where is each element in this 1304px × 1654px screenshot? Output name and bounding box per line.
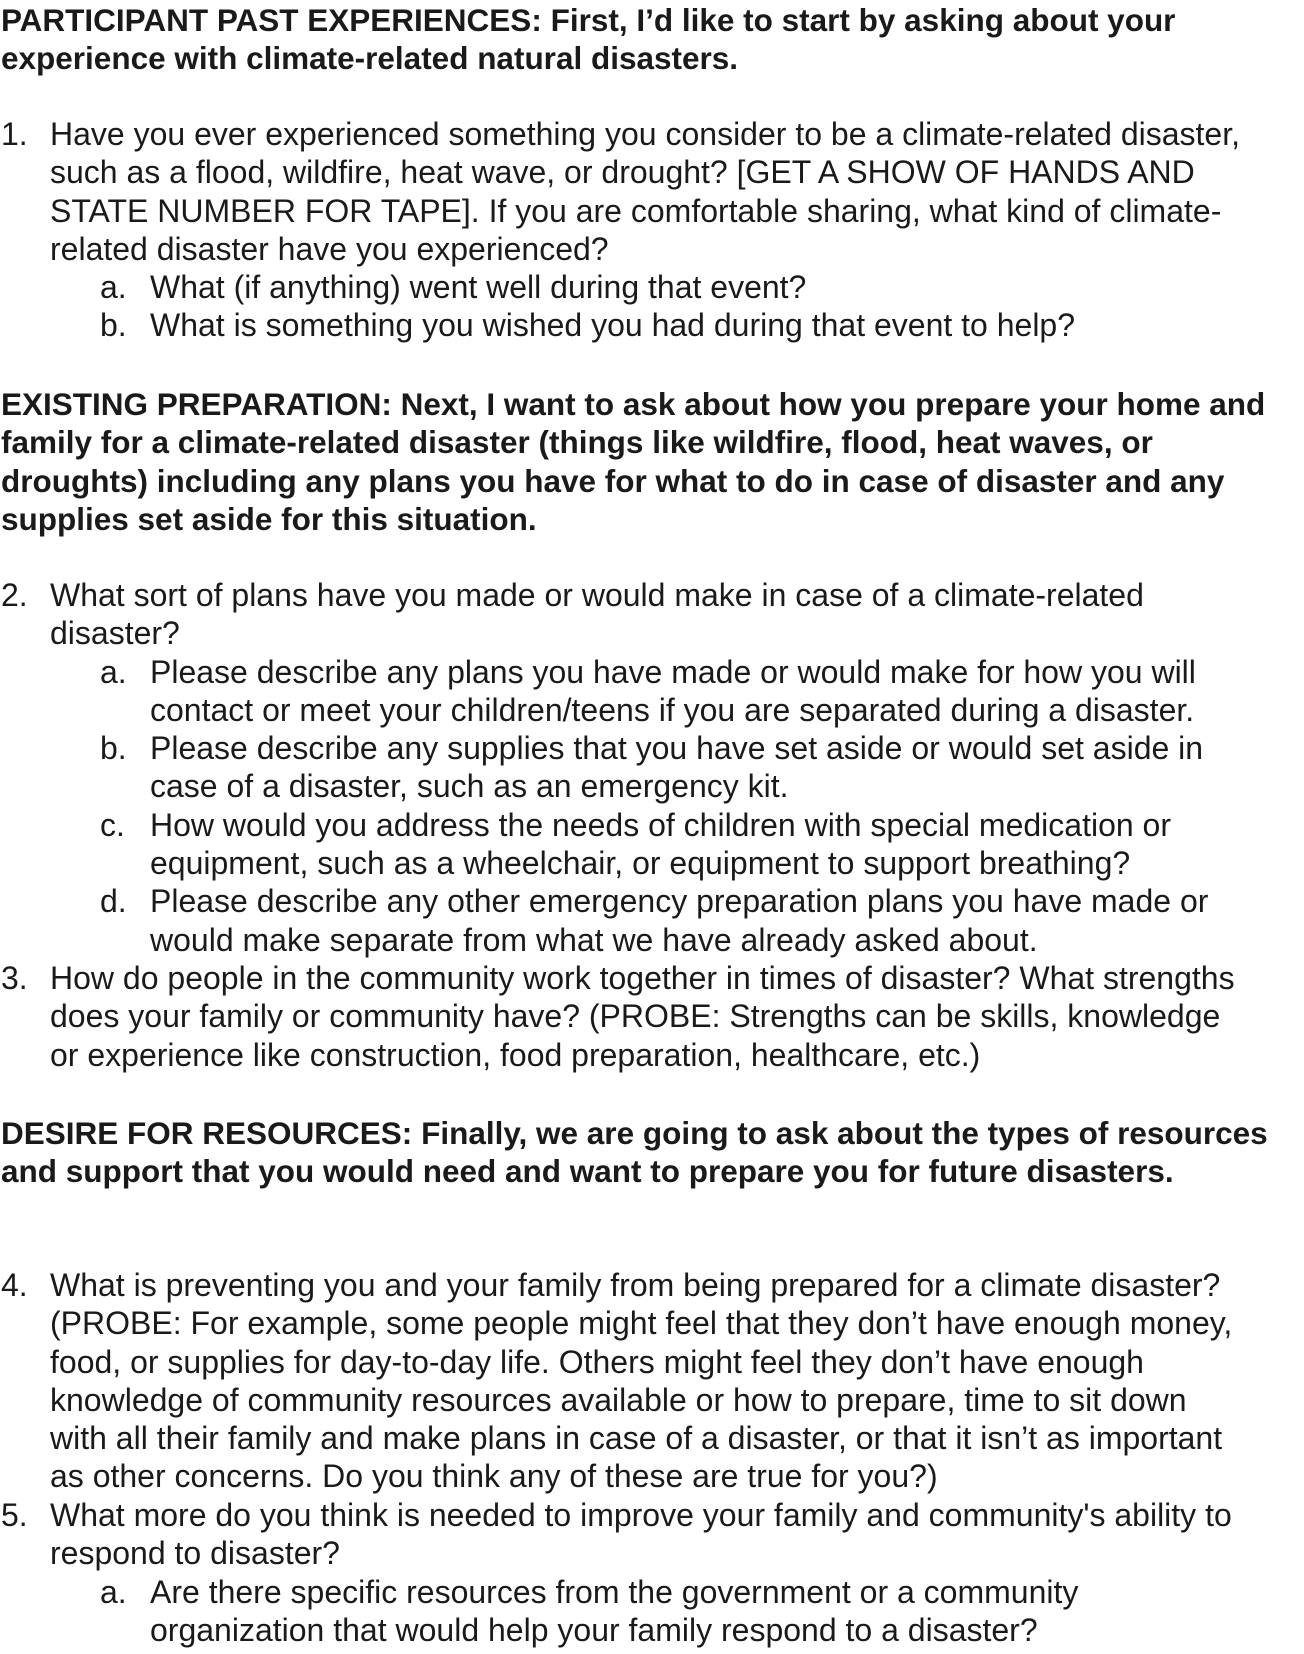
sub-question-text <box>150 653 1260 730</box>
question-number: 5. <box>1 1497 28 1533</box>
text-line: (PROBE: For example, some people might feel that they don’t have enough money, <box>50 1305 1233 1342</box>
sub-question-text <box>150 1573 1260 1650</box>
section-heading-desire-for-resources <box>1 1114 1301 1191</box>
question-5 <box>0 1496 1304 1649</box>
text-line: STATE NUMBER FOR TAPE]. If you are comfortable sharing, what kind of climate- <box>50 192 1222 229</box>
text-line: such as a flood, wildfire, heat wave, or drought? [GET A SHOW OF HANDS AND <box>50 154 1195 191</box>
sub-question-2a <box>0 653 1304 730</box>
section-intro: First, I’d like to start by asking about your experience with climate-related natural disasters. <box>1 2 1176 77</box>
text-line: does your family or community have? (PROBE: Strengths can be skills, knowledge <box>50 998 1221 1035</box>
text-line: Are there specific resources from the government or a community <box>150 1573 1079 1610</box>
sub-question-text <box>150 729 1260 806</box>
text-line: food, or supplies for day-to-day life. Others might feel they don’t have enough <box>50 1343 1144 1380</box>
text-line: organization that would help your family respond to a disaster? <box>150 1611 1038 1648</box>
sub-question-text <box>150 268 1260 306</box>
text-line: as other concerns. Do you think any of these are true for you?) <box>50 1458 938 1495</box>
section-intro: Finally, we are going to ask about the types of resources and support that you would need and want to prepare you for future disasters. <box>1 1115 1268 1190</box>
sub-question-text <box>150 306 1260 344</box>
sub-question-2d <box>0 882 1304 959</box>
sub-question-1a <box>0 268 1304 306</box>
sub-question-text <box>150 882 1260 959</box>
sub-question-letter: b. <box>100 730 127 767</box>
sub-question-letter: b. <box>100 307 127 344</box>
text-line: Have you ever experienced something you consider to be a climate-related disaster, <box>50 116 1240 152</box>
text-line: case of a disaster, such as an emergency kit. <box>150 768 789 805</box>
text-line: equipment, such as a wheelchair, or equipment to support breathing? <box>150 845 1131 882</box>
sub-question-1b <box>0 306 1304 344</box>
text-line: Please describe any plans you have made or would make for how you will <box>150 653 1196 690</box>
sub-question-letter: d. <box>100 883 127 920</box>
text-line: How would you address the needs of children with special medication or <box>150 806 1171 843</box>
sub-question-letter: a. <box>100 653 127 690</box>
question-3 <box>0 959 1304 1074</box>
question-number: 2. <box>1 577 28 613</box>
question-text <box>50 115 1285 268</box>
text-line: Please describe any other emergency preparation plans you have made or <box>150 883 1209 920</box>
text-line: with all their family and make plans in case of a disaster, or that it isn’t as important <box>50 1420 1223 1457</box>
section-label: PARTICIPANT PAST EXPERIENCES: <box>1 2 542 38</box>
section-heading-past-experiences <box>1 1 1301 78</box>
sub-question-2c <box>0 806 1304 883</box>
sub-question-letter: a. <box>100 1573 127 1610</box>
text-line: respond to disaster? <box>50 1535 340 1572</box>
sub-question-5a <box>0 1573 1304 1650</box>
text-line: would make separate from what we have already asked about. <box>150 921 1038 958</box>
text-line: contact or meet your children/teens if you are separated during a disaster. <box>150 691 1195 728</box>
text-line: disaster? <box>50 615 180 652</box>
question-text <box>50 576 1285 653</box>
sub-question-2b <box>0 729 1304 806</box>
text-line: What more do you think is needed to improve your family and community's ability to <box>50 1497 1232 1533</box>
text-line: knowledge of community resources available or how to prepare, time to sit down <box>50 1381 1187 1418</box>
question-2 <box>0 576 1304 959</box>
question-text <box>50 1266 1285 1496</box>
question-number: 3. <box>1 960 28 996</box>
text-line: What (if anything) went well during that event? <box>150 269 807 306</box>
text-line: What is preventing you and your family from being prepared for a climate disaster? <box>50 1267 1221 1303</box>
text-line: Please describe any supplies that you have set aside or would set aside in <box>150 730 1204 767</box>
text-line: or experience like construction, food preparation, healthcare, etc.) <box>50 1036 981 1073</box>
question-text <box>50 1496 1285 1573</box>
section-label: EXISTING PREPARATION: <box>1 386 392 422</box>
sub-question-letter: a. <box>100 269 127 306</box>
question-text <box>50 959 1285 1074</box>
section-intro: Next, I want to ask about how you prepare your home and family for a climate-related disaster (things like wildfire, flood, heat waves, or droughts) including any plans you have for what to do in case of disaster and any supplies set aside for this situation. <box>1 386 1266 537</box>
section-label: DESIRE FOR RESOURCES: <box>1 1115 413 1151</box>
sub-question-letter: c. <box>100 806 125 843</box>
text-line: related disaster have you experienced? <box>50 230 609 267</box>
question-number: 1. <box>1 116 28 152</box>
text-line: How do people in the community work together in times of disaster? What strengths <box>50 960 1235 996</box>
sub-question-text <box>150 806 1260 883</box>
question-number: 4. <box>1 1267 28 1303</box>
section-heading-existing-preparation <box>1 385 1301 538</box>
text-line: What sort of plans have you made or would make in case of a climate-related <box>50 577 1144 613</box>
question-1 <box>0 115 1304 345</box>
text-line: What is something you wished you had during that event to help? <box>150 307 1076 344</box>
question-4 <box>0 1266 1304 1496</box>
